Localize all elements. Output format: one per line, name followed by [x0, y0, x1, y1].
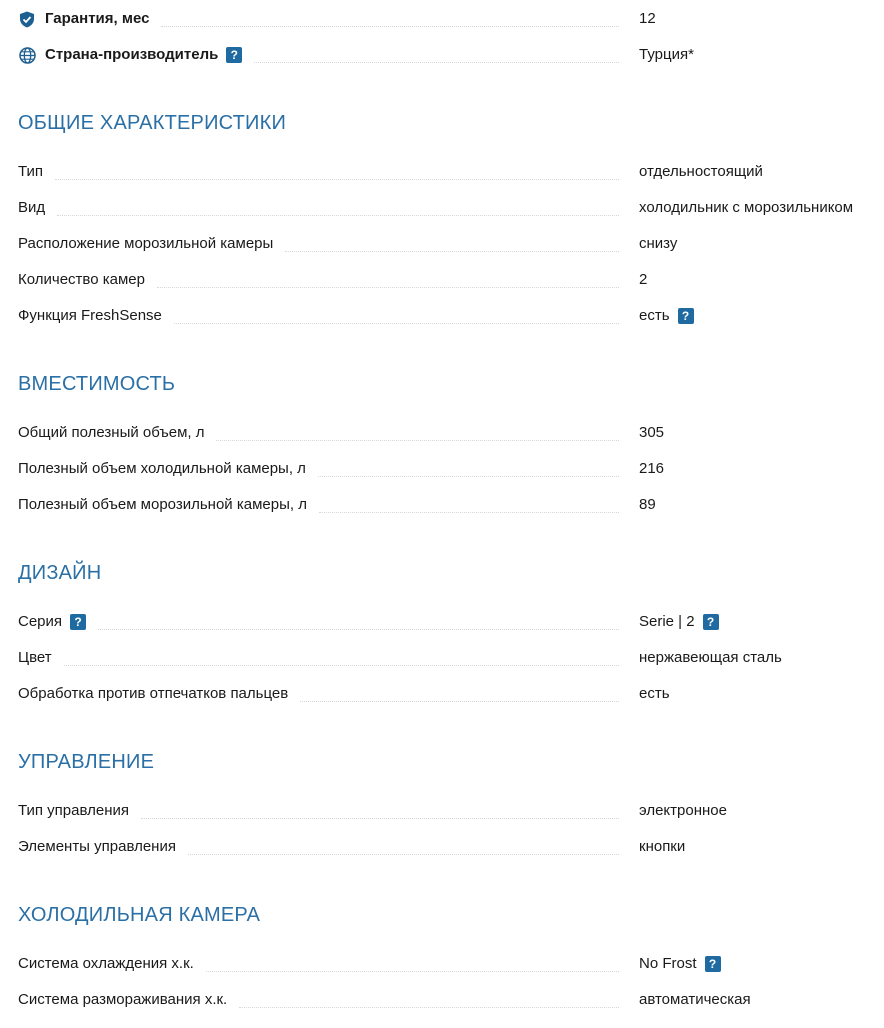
dotted-leader — [300, 701, 619, 702]
spec-label: Полезный объем морозильной камеры, л — [18, 496, 307, 513]
spec-row — [18, 420, 884, 446]
spec-label: Общий полезный объем, л — [18, 424, 205, 441]
globe-icon — [18, 46, 36, 64]
spec-row-country — [18, 42, 884, 68]
section-title-capacity: ВМЕСТИМОСТЬ — [18, 373, 176, 395]
spec-value: снизу — [639, 235, 678, 252]
help-icon[interactable]: ? — [703, 614, 719, 630]
spec-label: Страна-производитель — [45, 46, 219, 63]
spec-value: 12 — [639, 10, 656, 27]
dotted-leader — [318, 476, 619, 477]
spec-row — [18, 492, 884, 518]
dotted-leader — [239, 1007, 619, 1008]
spec-label: Количество камер — [18, 271, 145, 288]
spec-value: холодильник с морозильником — [639, 199, 854, 216]
spec-value: есть — [639, 685, 670, 702]
spec-value: отдельностоящий — [639, 163, 763, 180]
help-icon[interactable]: ? — [678, 308, 694, 324]
spec-row — [18, 798, 884, 824]
help-icon[interactable]: ? — [70, 614, 86, 630]
dotted-leader — [157, 287, 619, 288]
spec-value: автоматическая — [639, 991, 751, 1008]
spec-row-warranty — [18, 6, 884, 32]
dotted-leader — [188, 854, 619, 855]
spec-value: Турция* — [639, 46, 694, 63]
section-title-design: ДИЗАЙН — [18, 562, 102, 584]
shield-check-icon — [18, 10, 36, 28]
spec-value: кнопки — [639, 838, 686, 855]
spec-label: Тип — [18, 163, 44, 180]
dotted-leader — [174, 323, 619, 324]
dotted-leader — [285, 251, 619, 252]
dotted-leader — [64, 665, 619, 666]
dotted-leader — [161, 26, 619, 27]
spec-label: Система охлаждения х.к. — [18, 955, 194, 972]
spec-value: 89 — [639, 496, 656, 513]
spec-label: Элементы управления — [18, 838, 176, 855]
spec-row — [18, 681, 884, 707]
dotted-leader — [55, 179, 619, 180]
spec-value: No Frost ? — [639, 955, 721, 973]
spec-value: Serie | 2 ? — [639, 613, 719, 631]
spec-label: Тип управления — [18, 802, 129, 819]
spec-row — [18, 231, 884, 257]
spec-label: Гарантия, мес — [45, 10, 150, 27]
dotted-leader — [57, 215, 619, 216]
spec-label: Серия — [18, 613, 63, 630]
dotted-leader — [254, 62, 619, 63]
spec-row — [18, 645, 884, 671]
spec-row — [18, 456, 884, 482]
spec-label: Вид — [18, 199, 46, 216]
spec-row — [18, 834, 884, 860]
spec-value: 2 — [639, 271, 648, 288]
help-icon[interactable]: ? — [226, 47, 242, 63]
spec-value: нержавеющая сталь — [639, 649, 782, 666]
spec-label: Цвет — [18, 649, 52, 666]
section-title-fridge: ХОЛОДИЛЬНАЯ КАМЕРА — [18, 904, 261, 926]
spec-value: 305 — [639, 424, 665, 441]
spec-label: Обработка против отпечатков пальцев — [18, 685, 289, 702]
section-title-general: ОБЩИЕ ХАРАКТЕРИСТИКИ — [18, 112, 287, 134]
dotted-leader — [206, 971, 619, 972]
help-icon[interactable]: ? — [705, 956, 721, 972]
spec-row — [18, 195, 884, 221]
dotted-leader — [141, 818, 619, 819]
spec-value: электронное — [639, 802, 727, 819]
spec-row — [18, 987, 884, 1013]
spec-row — [18, 267, 884, 293]
section-title-control: УПРАВЛЕНИЕ — [18, 751, 155, 773]
spec-row — [18, 303, 884, 329]
dotted-leader — [319, 512, 619, 513]
spec-row — [18, 159, 884, 185]
dotted-leader — [216, 440, 619, 441]
spec-value: 216 — [639, 460, 665, 477]
spec-value: есть ? — [639, 307, 694, 325]
spec-label: Система размораживания х.к. — [18, 991, 228, 1008]
spec-label: Полезный объем холодильной камеры, л — [18, 460, 306, 477]
spec-row — [18, 951, 884, 977]
spec-label: Расположение морозильной камеры — [18, 235, 274, 252]
spec-label: Функция FreshSense — [18, 307, 162, 324]
dotted-leader — [98, 629, 619, 630]
spec-row — [18, 609, 884, 635]
